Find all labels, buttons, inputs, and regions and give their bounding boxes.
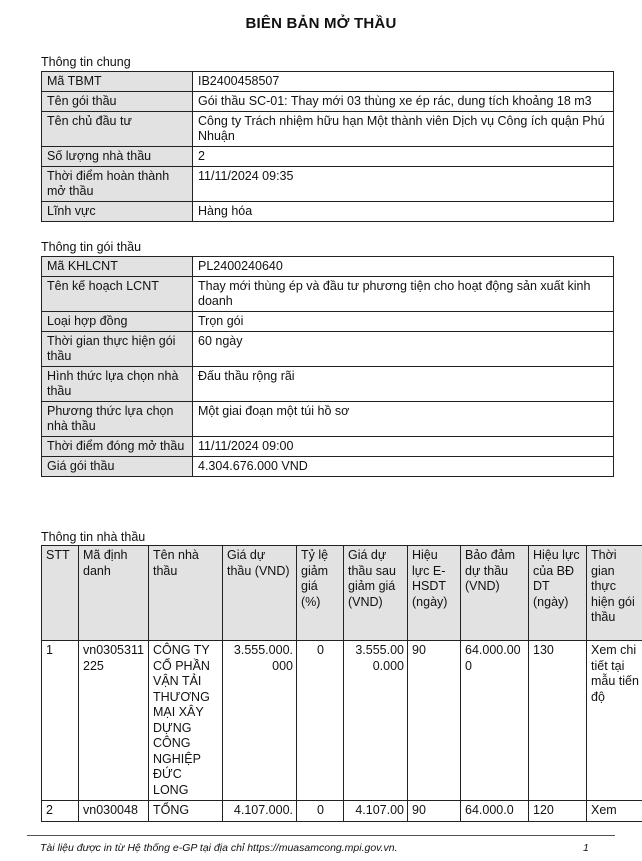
footer-divider [27, 835, 615, 836]
general-value: Gói thầu SC-01: Thay mới 03 thùng xe ép rác, dung tích khoảng 18 m3 [193, 92, 614, 112]
package-row [42, 367, 614, 402]
package-row [42, 277, 614, 312]
package-value: Một giai đoạn một túi hồ sơ [193, 402, 614, 437]
bidder-validity: 90 [408, 641, 461, 801]
general-row [42, 202, 614, 222]
general-row [42, 112, 614, 147]
general-value: Công ty Trách nhiệm hữu hạn Một thành viên Dịch vụ Công ích quận Phú Nhuận [193, 112, 614, 147]
package-row [42, 437, 614, 457]
page-number: 1 [583, 842, 589, 854]
col-discount: Tỷ lệ giảm giá (%) [297, 546, 344, 641]
footer-source: Tài liệu được in từ Hệ thống e-GP tại địa chỉ https://muasamcong.mpi.gov.vn. [40, 842, 398, 854]
col-schedule: Thời gian thực hiện gói thầu [587, 546, 642, 641]
package-value: Đấu thầu rộng rãi [193, 367, 614, 402]
col-validity: Hiệu lực E-HSDT (ngày) [408, 546, 461, 641]
bidder-stt: 1 [42, 641, 79, 801]
col-security: Bảo đảm dự thầu (VND) [461, 546, 529, 641]
bidder-price-after: 4.107.00 [344, 801, 408, 822]
bidder-discount: 0 [297, 641, 344, 801]
bidder-name: TỔNG [149, 801, 223, 822]
bidder-name: CÔNG TY CỔ PHẦN VẬN TẢI THƯƠNG MẠI XÂY DỰNG CÔNG NGHIỆP ĐỨC LONG [149, 641, 223, 801]
bidder-schedule: Xem chi tiết tại mẫu tiến độ [587, 641, 642, 801]
package-info-heading: Thông tin gói thầu [41, 240, 142, 254]
package-label: Phương thức lựa chọn nhà thầu [42, 402, 193, 437]
general-row [42, 147, 614, 167]
package-info-table [41, 256, 614, 477]
bidder-validity: 90 [408, 801, 461, 822]
bidders-heading: Thông tin nhà thầu [41, 530, 146, 544]
general-value: 11/11/2024 09:35 [193, 167, 614, 202]
col-price-after: Giá dự thầu sau giảm giá (VND) [344, 546, 408, 641]
bidder-row [42, 641, 642, 801]
bidder-code: vn0305311225 [79, 641, 149, 801]
package-row [42, 332, 614, 367]
general-label: Số lượng nhà thầu [42, 147, 193, 167]
col-price: Giá dự thầu (VND) [223, 546, 297, 641]
package-row [42, 312, 614, 332]
col-name: Tên nhà thầu [149, 546, 223, 641]
package-label: Mã KHLCNT [42, 257, 193, 277]
package-label: Tên kế hoạch LCNT [42, 277, 193, 312]
package-label: Thời điểm đóng mở thầu [42, 437, 193, 457]
bidder-security: 64.000.000 [461, 641, 529, 801]
general-value: Hàng hóa [193, 202, 614, 222]
package-label: Loại hợp đồng [42, 312, 193, 332]
package-label: Thời gian thực hiện gói thầu [42, 332, 193, 367]
general-label: Mã TBMT [42, 72, 193, 92]
bidder-row [42, 801, 642, 822]
package-value: Thay mới thùng ép và đầu tư phương tiện cho hoạt động sản xuất kinh doanh [193, 277, 614, 312]
general-row [42, 92, 614, 112]
document-title: BIÊN BẢN MỞ THẦU [245, 15, 397, 32]
general-row [42, 72, 614, 92]
bidder-security-validity: 130 [529, 641, 587, 801]
col-code: Mã định danh [79, 546, 149, 641]
general-info-heading: Thông tin chung [41, 55, 131, 69]
package-value: PL2400240640 [193, 257, 614, 277]
bidder-price: 3.555.000.000 [223, 641, 297, 801]
package-value: 4.304.676.000 VND [193, 457, 614, 477]
bidders-header-row [42, 546, 642, 641]
bidder-price-after: 3.555.000.000 [344, 641, 408, 801]
bidder-discount: 0 [297, 801, 344, 822]
general-info-table [41, 71, 614, 222]
col-security-validity: Hiệu lực của BĐ DT (ngày) [529, 546, 587, 641]
bidder-stt: 2 [42, 801, 79, 822]
package-row [42, 457, 614, 477]
general-label: Tên chủ đầu tư [42, 112, 193, 147]
package-value: 11/11/2024 09:00 [193, 437, 614, 457]
bidder-price: 4.107.000. [223, 801, 297, 822]
package-row [42, 402, 614, 437]
col-stt: STT [42, 546, 79, 641]
general-label: Thời điểm hoàn thành mở thầu [42, 167, 193, 202]
package-row [42, 257, 614, 277]
general-value: IB2400458507 [193, 72, 614, 92]
package-value: 60 ngày [193, 332, 614, 367]
general-label: Tên gói thầu [42, 92, 193, 112]
bidder-security-validity: 120 [529, 801, 587, 822]
general-row [42, 167, 614, 202]
bidder-code: vn030048 [79, 801, 149, 822]
package-value: Trọn gói [193, 312, 614, 332]
bidders-table [41, 545, 642, 822]
package-label: Giá gói thầu [42, 457, 193, 477]
package-label: Hình thức lựa chọn nhà thầu [42, 367, 193, 402]
general-label: Lĩnh vực [42, 202, 193, 222]
bidder-security: 64.000.0 [461, 801, 529, 822]
bidder-schedule: Xem [587, 801, 642, 822]
general-value: 2 [193, 147, 614, 167]
